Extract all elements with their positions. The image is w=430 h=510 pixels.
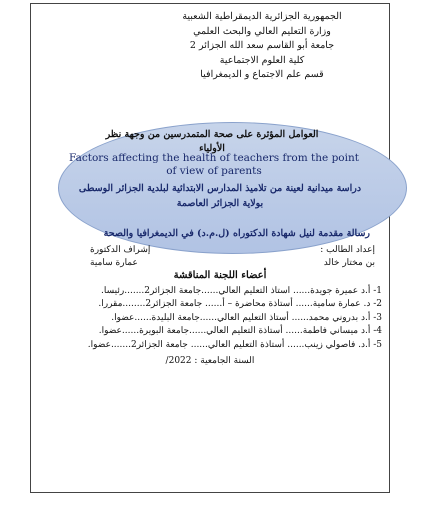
student-name: بن مختار خالد: [323, 258, 375, 268]
academic-year: السنة الجامعية : 2022/: [165, 356, 255, 366]
student-label: إعداد الطالب :: [320, 245, 375, 255]
committee-member: 4- أ.د ميساني فاطمة...... أستاذة التعليم العالي......جامعة البويرة......عضوا.: [98, 326, 382, 337]
thesis-statement: رسالة مقدمة لنيل شهادة الدكتوراه (ل.م.د) في الديمغرافيا والصحة: [103, 228, 370, 239]
committee-title: أعضاء اللجنة المناقشة: [173, 270, 267, 281]
title-arabic-line1: العوامل المؤثرة على صحة المتمدرسين من وجهة نظر: [105, 129, 319, 140]
header-department: قسم علم الاجتماع و الديمغرافيا: [200, 69, 324, 80]
header-ministry: وزارة التعليم العالي والبحث العلمي: [193, 25, 331, 37]
subtitle-line2: بولاية الجزائر العاصمة: [176, 198, 264, 209]
committee-member: 3- أ.د بدروني محمد...... أستاذ التعليم العالي......جامعة البليدة......عضوا.: [111, 312, 382, 323]
committee-members: [82, 285, 382, 352]
committee-member: 2- د. عمارة سامية...... أستاذة محاضرة – أ...... جامعة الجزائر2........مقررا.: [98, 299, 382, 310]
committee-member: 1- أ.د عميرة جويدة...... استاذ التعليم العالي......جامعة الجزائر2.......رئيسا.: [101, 286, 382, 296]
supervisor-label: إشراف الدكتورة: [90, 245, 151, 255]
title-arabic-line2: الأولياء: [199, 143, 225, 154]
header-country: الجمهورية الجزائرية الديمقراطية الشعبية: [182, 11, 342, 22]
thesis-subtitle: [62, 181, 378, 211]
header-university: جامعة أبو القاسم سعد الله الجزائر 2: [189, 40, 335, 51]
supervisor-name: عمارة سامية: [90, 258, 138, 268]
subtitle-line1: دراسة ميدانية لعينة من تلاميذ المدارس الابتدائية لبلدية الجزائر الوسطى: [78, 183, 362, 194]
institution-header: [142, 10, 382, 83]
committee-member: 5- أ.د. فاصولي زينب...... أستاذة التعليم العالي...... جامعة الجزائر2.......عضوا.: [87, 339, 382, 350]
header-faculty: كلية العلوم الاجتماعية: [219, 54, 305, 66]
preparation-block: [60, 244, 375, 270]
thesis-title-english: Factors affecting the health of teachers from the point of view of parents: [69, 152, 359, 177]
